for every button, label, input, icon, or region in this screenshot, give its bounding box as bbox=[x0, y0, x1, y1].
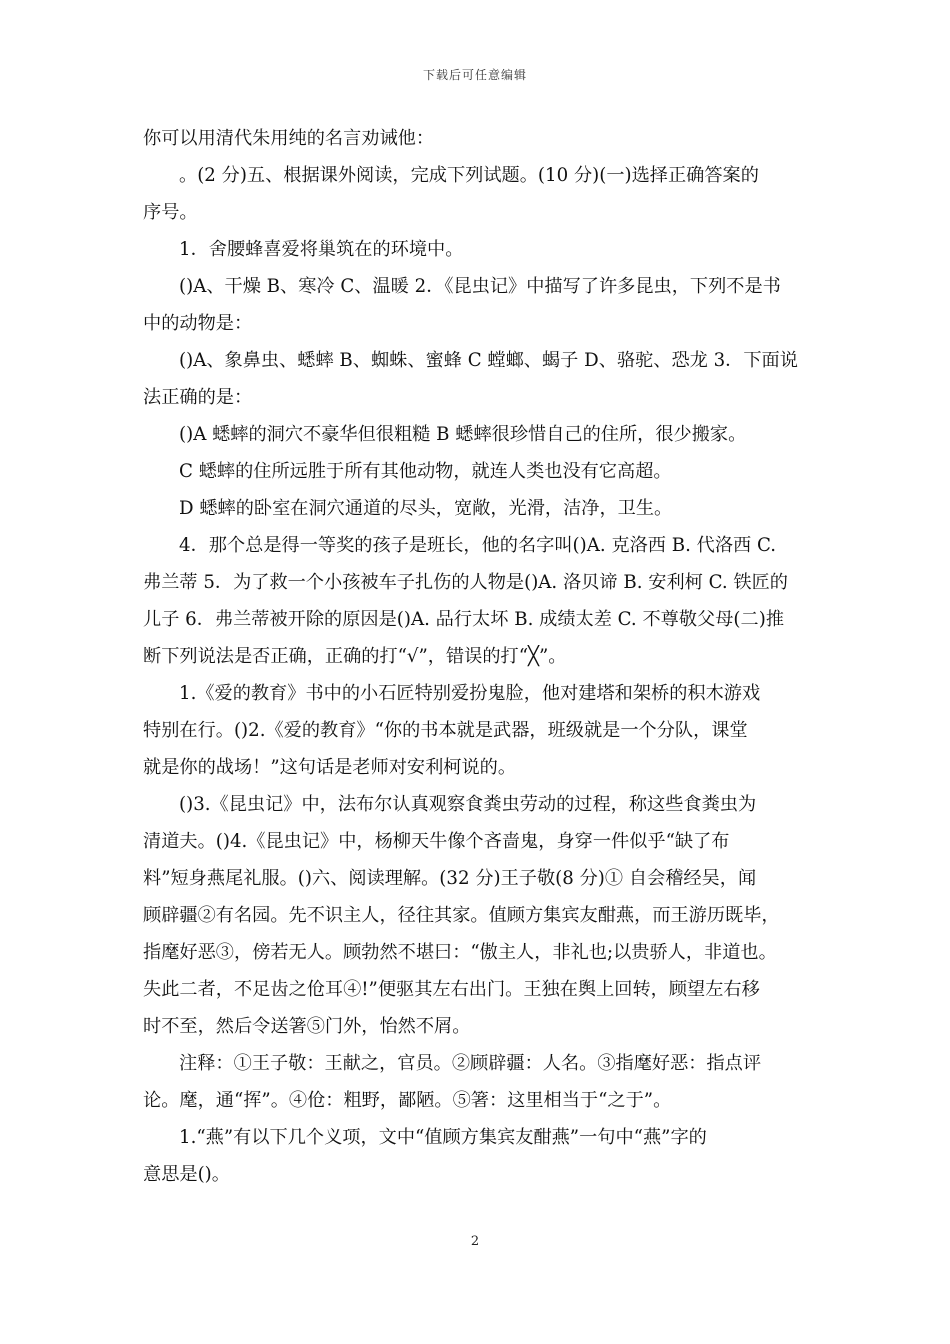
text-line: 。(2 分)五、根据课外阅读，完成下列试题。(10 分)(一)选择正确答案的 bbox=[179, 165, 759, 186]
text-line: 序号。 bbox=[143, 202, 198, 223]
text-line: 失此二者，不足齿之伧耳④!”便驱其左右出门。王独在舆上回转，顾望左右移 bbox=[143, 979, 760, 1000]
text-line: ()A 蟋蟀的洞穴不豪华但很粗糙 B 蟋蟀很珍惜自己的住所，很少搬家。 bbox=[179, 424, 747, 445]
text-line: 注释：①王子敬：王献之，官员。②顾辟疆：人名。③指麾好恶：指点评 bbox=[179, 1053, 762, 1074]
text-line: 意思是()。 bbox=[143, 1164, 230, 1185]
text-line: ()A、干燥 B、寒冷 C、温暖 2．《昆虫记》中描写了许多昆虫，下列不是书 bbox=[179, 276, 781, 297]
text-line: 1.“燕”有以下几个义项，文中“值顾方集宾友酣燕”一句中“燕”字的 bbox=[179, 1127, 707, 1148]
text-line: 清道夫。()4.《昆虫记》中，杨柳天牛像个吝啬鬼，身穿一件似乎“缺了布 bbox=[143, 831, 730, 852]
text-line: 顾辟疆②有名园。先不识主人，径往其家。值顾方集宾友酣燕，而王游历既毕， bbox=[143, 905, 780, 926]
text-line: C 蟋蟀的住所远胜于所有其他动物，就连人类也没有它高超。 bbox=[179, 461, 672, 482]
text-line: ()3.《昆虫记》中，法布尔认真观察食粪虫劳动的过程，称这些食粪虫为 bbox=[179, 794, 757, 815]
text-line: 时不至，然后令送箸⑤门外，怡然不屑。 bbox=[143, 1016, 471, 1037]
text-line: ()A、象鼻虫、蟋蟀 B、蜘蛛、蜜蜂 C 螳螂、蝎子 D、骆驼、恐龙 3．下面说 bbox=[179, 350, 798, 371]
text-line: 就是你的战场！”这句话是老师对安利柯说的。 bbox=[143, 757, 517, 778]
text-line: 法正确的是： bbox=[143, 387, 253, 408]
text-line: 料”短身燕尾礼服。()六、阅读理解。(32 分)王子敬(8 分)① 自会稽经吴，闻 bbox=[143, 868, 757, 889]
text-line: 你可以用清代朱用纯的名言劝诫他： bbox=[143, 128, 435, 149]
text-line: 1.《爱的教育》书中的小石匠特别爱扮鬼脸，他对建塔和架桥的积木游戏 bbox=[179, 683, 761, 704]
text-line: 儿子 6．弗兰蒂被开除的原因是()A. 品行太坏 B. 成绩太差 C. 不尊敬父母(二)推 bbox=[143, 609, 785, 630]
text-line: 4．那个总是得一等奖的孩子是班长，他的名字叫()A. 克洛西 B. 代洛西 C. bbox=[179, 535, 777, 556]
text-line: 特别在行。()2.《爱的教育》“你的书本就是武器，班级就是一个分队，课堂 bbox=[143, 720, 748, 741]
text-line: 弗兰蒂 5．为了救一个小孩被车子扎伤的人物是()A. 洛贝谛 B. 安利柯 C. 铁匠的 bbox=[143, 572, 788, 593]
page-number: 2 bbox=[470, 1234, 480, 1249]
page-header: 下载后可任意编辑 bbox=[422, 68, 527, 82]
text-line: 指麾好恶③，傍若无人。顾勃然不堪曰：“傲主人，非礼也;以贵骄人，非道也。 bbox=[143, 942, 777, 963]
text-line: 断下列说法是否正确，正确的打“√”，错误的打“╳”。 bbox=[143, 646, 567, 667]
text-line: 1．舍腰蜂喜爱将巢筑在的环境中。 bbox=[179, 239, 464, 260]
text-line: 论。麾，通“挥”。④伧：粗野，鄙陋。⑤箸：这里相当于“之于”。 bbox=[143, 1090, 672, 1111]
text-line: D 蟋蟀的卧室在洞穴通道的尽头，宽敞，光滑，洁净，卫生。 bbox=[179, 498, 673, 519]
text-line: 中的动物是： bbox=[143, 313, 253, 334]
document-body bbox=[143, 120, 813, 1193]
